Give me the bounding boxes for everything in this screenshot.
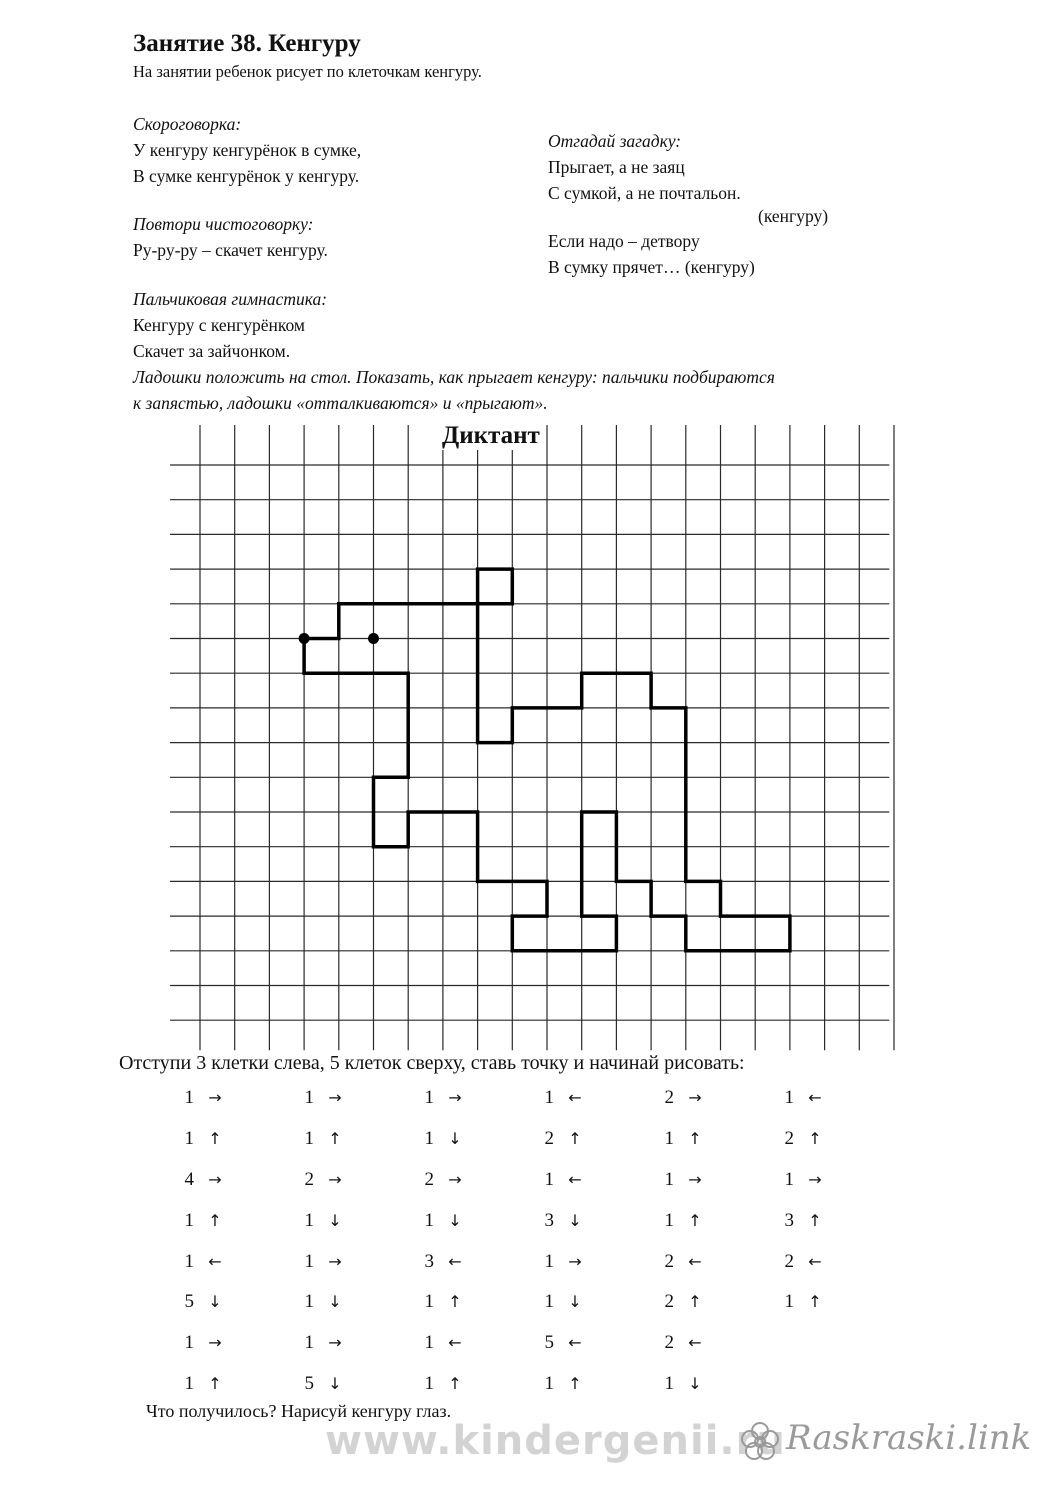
dictation-title: Диктант <box>442 422 540 449</box>
arrow-right-icon: → <box>688 1088 702 1108</box>
arrow-left-icon: ← <box>208 1251 222 1271</box>
step-cell <box>170 1241 290 1282</box>
step-cell <box>770 1323 890 1364</box>
step-count: 1 <box>424 1209 434 1231</box>
step-cell <box>410 1119 530 1160</box>
pure-phrase-line: Ру-ру-ру – скачет кенгуру. <box>133 240 328 260</box>
step-count: 2 <box>664 1250 674 1272</box>
arrow-down-icon: ↓ <box>328 1292 342 1312</box>
step-cell <box>530 1241 650 1282</box>
grid-lines <box>170 425 894 1050</box>
step-count: 1 <box>184 1332 194 1354</box>
tongue-twister-line: У кенгуру кенгурёнок в сумке, <box>133 140 362 160</box>
arrow-left-icon: ← <box>568 1169 582 1189</box>
step-count: 1 <box>424 1128 434 1150</box>
eye-dot <box>368 633 379 644</box>
arrow-up-icon: ↑ <box>568 1373 582 1393</box>
arrow-down-icon: ↓ <box>208 1292 222 1312</box>
step-count: 1 <box>784 1291 794 1313</box>
step-cell <box>530 1282 650 1323</box>
step-count: 1 <box>784 1168 794 1190</box>
final-question: Что получилось? Нарисуй кенгуру глаз. <box>146 1401 452 1421</box>
step-count: 3 <box>784 1209 794 1231</box>
page-subtitle: На занятии ребенок рисует по клеточкам кенгуру. <box>133 62 482 81</box>
step-count: 1 <box>184 1087 194 1109</box>
step-cell <box>650 1323 770 1364</box>
arrow-left-icon: ← <box>568 1088 582 1108</box>
arrow-up-icon: ↑ <box>688 1129 702 1149</box>
arrow-up-icon: ↑ <box>448 1292 462 1312</box>
step-cell <box>530 1364 650 1405</box>
riddle-line: В сумку прячет… (кенгуру) <box>548 257 755 277</box>
steps-table <box>170 1078 890 1404</box>
arrow-right-icon: → <box>328 1088 342 1108</box>
step-cell <box>650 1078 770 1119</box>
step-count: 1 <box>544 1372 554 1394</box>
step-cell <box>650 1282 770 1323</box>
step-cell <box>290 1364 410 1405</box>
step-cell <box>290 1323 410 1364</box>
step-cell <box>770 1078 890 1119</box>
step-count: 5 <box>544 1332 554 1354</box>
finger-gym-instruction: к запястью, ладошки «отталкиваются» и «прыгают». <box>133 393 548 413</box>
step-count: 1 <box>664 1168 674 1190</box>
step-cell <box>650 1160 770 1201</box>
step-cell <box>650 1364 770 1405</box>
step-count: 2 <box>664 1332 674 1354</box>
arrow-left-icon: ← <box>688 1333 702 1353</box>
step-count: 1 <box>544 1250 554 1272</box>
arrow-down-icon: ↓ <box>688 1373 702 1393</box>
riddle-line: Если надо – детвору <box>548 231 700 251</box>
arrow-left-icon: ← <box>568 1333 582 1353</box>
arrow-right-icon: → <box>568 1251 582 1271</box>
step-cell <box>290 1119 410 1160</box>
step-count: 1 <box>664 1372 674 1394</box>
step-cell <box>530 1323 650 1364</box>
dictation-instruction: Отступи 3 клетки слева, 5 клеток сверху, ставь точку и начинай рисовать: <box>119 1052 745 1074</box>
step-count: 1 <box>184 1209 194 1231</box>
step-count: 5 <box>184 1291 194 1313</box>
step-cell <box>410 1078 530 1119</box>
arrow-right-icon: → <box>208 1333 222 1353</box>
step-count: 2 <box>424 1168 434 1190</box>
arrow-up-icon: ↑ <box>688 1210 702 1230</box>
step-count: 1 <box>664 1209 674 1231</box>
step-count: 1 <box>424 1372 434 1394</box>
step-cell <box>290 1241 410 1282</box>
arrow-left-icon: ← <box>808 1251 822 1271</box>
step-cell <box>770 1160 890 1201</box>
arrow-down-icon: ↓ <box>568 1292 582 1312</box>
step-cell <box>770 1200 890 1241</box>
step-count: 2 <box>784 1128 794 1150</box>
arrow-right-icon: → <box>328 1169 342 1189</box>
arrow-down-icon: ↓ <box>328 1373 342 1393</box>
arrow-up-icon: ↑ <box>808 1210 822 1230</box>
arrow-left-icon: ← <box>808 1088 822 1108</box>
step-cell <box>410 1323 530 1364</box>
flower-icon <box>738 1420 782 1469</box>
arrow-up-icon: ↑ <box>808 1129 822 1149</box>
step-count: 3 <box>424 1250 434 1272</box>
arrow-up-icon: ↑ <box>208 1373 222 1393</box>
arrow-right-icon: → <box>328 1333 342 1353</box>
step-cell <box>170 1119 290 1160</box>
step-count: 1 <box>544 1087 554 1109</box>
step-cell <box>530 1119 650 1160</box>
step-cell <box>410 1160 530 1201</box>
arrow-up-icon: ↑ <box>568 1129 582 1149</box>
riddle-label: Отгадай загадку: <box>548 131 682 151</box>
arrow-down-icon: ↓ <box>568 1210 582 1230</box>
step-count: 1 <box>664 1128 674 1150</box>
step-count: 1 <box>304 1209 314 1231</box>
step-cell <box>410 1282 530 1323</box>
steps-row <box>170 1119 890 1160</box>
step-cell <box>290 1282 410 1323</box>
step-count: 2 <box>544 1128 554 1150</box>
arrow-up-icon: ↑ <box>688 1292 702 1312</box>
arrow-right-icon: → <box>208 1088 222 1108</box>
step-count: 1 <box>424 1087 434 1109</box>
step-cell <box>410 1241 530 1282</box>
arrow-down-icon: ↓ <box>448 1129 462 1149</box>
step-cell <box>170 1323 290 1364</box>
step-count: 1 <box>304 1128 314 1150</box>
step-cell <box>410 1200 530 1241</box>
step-count: 1 <box>544 1168 554 1190</box>
finger-gym-line: Кенгуру с кенгурёнком <box>133 315 305 335</box>
riddle-line: С сумкой, а не почтальон. <box>548 183 741 203</box>
step-count: 1 <box>304 1250 314 1272</box>
arrow-up-icon: ↑ <box>328 1129 342 1149</box>
arrow-up-icon: ↑ <box>448 1373 462 1393</box>
step-count: 1 <box>184 1128 194 1150</box>
start-dot <box>299 633 310 644</box>
arrow-down-icon: ↓ <box>448 1210 462 1230</box>
step-count: 1 <box>304 1087 314 1109</box>
steps-row <box>170 1078 890 1119</box>
watermark-brand: Raskraski.link <box>786 1418 1032 1458</box>
step-count: 1 <box>304 1291 314 1313</box>
step-count: 1 <box>544 1291 554 1313</box>
step-cell <box>530 1160 650 1201</box>
step-cell <box>770 1282 890 1323</box>
steps-row <box>170 1160 890 1201</box>
pure-phrase-label: Повтори чистоговорку: <box>133 214 314 234</box>
step-cell <box>770 1119 890 1160</box>
steps-row <box>170 1200 890 1241</box>
tongue-twister-line: В сумке кенгурёнок у кенгуру. <box>133 166 360 186</box>
step-cell <box>170 1282 290 1323</box>
tongue-twister-label: Скороговорка: <box>133 114 242 134</box>
step-count: 1 <box>184 1372 194 1394</box>
step-count: 2 <box>664 1087 674 1109</box>
step-count: 2 <box>664 1291 674 1313</box>
step-count: 2 <box>784 1250 794 1272</box>
arrow-left-icon: ← <box>448 1333 462 1353</box>
step-count: 1 <box>184 1250 194 1272</box>
step-count: 5 <box>304 1372 314 1394</box>
step-cell <box>290 1200 410 1241</box>
step-cell <box>410 1364 530 1405</box>
step-count: 2 <box>304 1168 314 1190</box>
arrow-right-icon: → <box>448 1088 462 1108</box>
riddle-line: Прыгает, а не заяц <box>548 157 685 177</box>
arrow-right-icon: → <box>808 1169 822 1189</box>
step-cell <box>170 1160 290 1201</box>
arrow-up-icon: ↑ <box>208 1210 222 1230</box>
arrow-left-icon: ← <box>688 1251 702 1271</box>
riddle-answer: (кенгуру) <box>758 206 829 226</box>
finger-gym-line: Скачет за зайчонком. <box>133 341 291 361</box>
arrow-right-icon: → <box>448 1169 462 1189</box>
steps-row <box>170 1323 890 1364</box>
arrow-right-icon: → <box>208 1169 222 1189</box>
step-cell <box>170 1078 290 1119</box>
step-count: 1 <box>784 1087 794 1109</box>
step-cell <box>170 1364 290 1405</box>
steps-row <box>170 1364 890 1405</box>
arrow-down-icon: ↓ <box>328 1210 342 1230</box>
arrow-up-icon: ↑ <box>208 1129 222 1149</box>
step-cell <box>770 1241 890 1282</box>
steps-row <box>170 1241 890 1282</box>
step-count: 4 <box>184 1168 194 1190</box>
finger-gym-instruction: Ладошки положить на стол. Показать, как прыгает кенгуру: пальчики подбираются <box>133 367 775 387</box>
step-cell <box>530 1078 650 1119</box>
arrow-left-icon: ← <box>448 1251 462 1271</box>
arrow-up-icon: ↑ <box>808 1292 822 1312</box>
step-cell <box>170 1200 290 1241</box>
step-count: 1 <box>304 1332 314 1354</box>
step-cell <box>290 1160 410 1201</box>
watermark-site: www.kindergenii.ru <box>325 1418 786 1464</box>
finger-gym-label: Пальчиковая гимнастика: <box>133 289 328 309</box>
step-cell <box>650 1119 770 1160</box>
page-title: Занятие 38. Кенгуру <box>133 30 361 57</box>
arrow-right-icon: → <box>688 1169 702 1189</box>
step-cell <box>770 1364 890 1405</box>
step-count: 1 <box>424 1332 434 1354</box>
arrow-right-icon: → <box>328 1251 342 1271</box>
step-cell <box>650 1241 770 1282</box>
step-cell <box>290 1078 410 1119</box>
steps-row <box>170 1282 890 1323</box>
step-count: 1 <box>424 1291 434 1313</box>
step-cell <box>530 1200 650 1241</box>
step-cell <box>650 1200 770 1241</box>
step-count: 3 <box>544 1209 554 1231</box>
